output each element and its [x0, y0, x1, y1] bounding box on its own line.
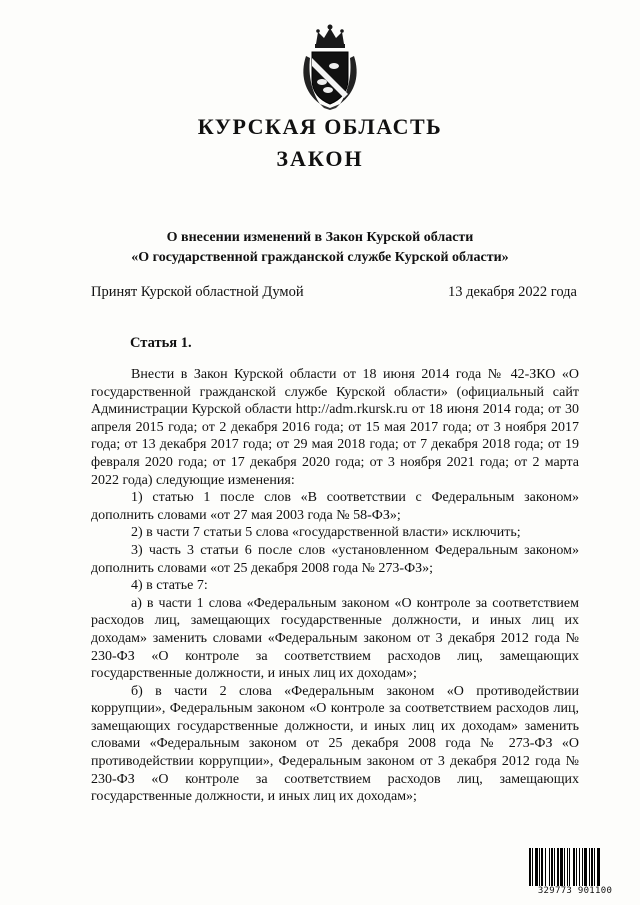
- barcode-bar: [567, 848, 568, 886]
- adoption-line: [91, 284, 577, 301]
- paragraph-intro: Внести в Закон Курской области от 18 июня 2014 года № 42-ЗКО «О государственной гражданской службе Курской области» (официальный сайт Администрации Курской области http://adm.rkursk.ru от 18 июня 2014 года; от 30 апреля 2015 года; от 2 декабря 2016 года; от 15 мая 2017 года; от 3 ноября 2017 года; от 13 декабря 2017 года; от 29 мая 2018 года; от 7 декабря 2018 года; от 19 февраля 2020 года; от 17 декабря 2020 года; от 3 ноября 2021 года; от 2 марта 2022 года) следующие изменения:: [91, 367, 579, 488]
- barcode-bar: [557, 848, 559, 886]
- article-title: Статья 1.: [130, 335, 192, 351]
- barcode-bar: [573, 848, 575, 886]
- paragraph-item-4b: б) в части 2 слова «Федеральным законом «О противодействии коррупции», Федеральным законом «О контроле за соответствием расходов лиц, замещающих государственные должности, и иных лиц их доходам» заменить словами «Федеральным законом от 25 декабря 2008 года № 273-ФЗ «О противодействии коррупции», Федеральным законом от 3 декабря 2012 года № 230-ФЗ «О контроле за соответствием расходов лиц, замещающих государственные должности, и иных лиц их доходам»;: [91, 683, 579, 805]
- document-barcode: [529, 848, 621, 900]
- paragraph-item-1: 1) статью 1 после слов «В соответствии с Федеральным законом» дополнить словами «от 27 мая 2003 года № 58-ФЗ»;: [91, 490, 579, 523]
- barcode-bar: [539, 848, 540, 886]
- adopted-by: Принят Курской областной Думой: [91, 284, 304, 300]
- barcode-bar: [541, 848, 543, 886]
- barcode-bar: [591, 848, 593, 886]
- coat-of-arms-icon: [298, 22, 362, 110]
- paragraph-item-3: 3) часть 3 статьи 6 после слов «установленном Федеральным законом» дополнить словами «от 25 декабря 2008 года № 273-ФЗ»;: [91, 542, 579, 576]
- document-type-title: ЗАКОН: [276, 146, 364, 171]
- barcode-bar: [589, 848, 590, 886]
- barcode-bar: [529, 848, 531, 886]
- paragraph-item-2: 2) в части 7 статьи 5 слова «государственной власти» исключить;: [131, 525, 521, 541]
- region-title: КУРСКАЯ ОБЛАСТЬ: [197, 114, 443, 139]
- paragraph-item-4: 4) в статье 7:: [131, 578, 208, 594]
- law-subject-line-1: О внесении изменений в Закон Курской области: [166, 230, 474, 245]
- barcode-bar: [569, 848, 570, 886]
- barcode-bar: [535, 848, 538, 886]
- barcode-bar: [549, 848, 550, 886]
- barcode-bar: [597, 848, 600, 886]
- barcode-bar: [584, 848, 587, 886]
- adoption-date: 13 декабря 2022 года: [448, 284, 577, 300]
- barcode-bar: [579, 848, 580, 886]
- article-body: [91, 366, 579, 806]
- law-subject: [0, 228, 640, 268]
- barcode-bar: [545, 848, 546, 886]
- law-subject-line-2: «О государственной гражданской службе Курской области»: [131, 250, 509, 265]
- barcode-bar: [594, 848, 595, 886]
- barcode-bar: [551, 848, 553, 886]
- barcode-bar: [564, 848, 565, 886]
- barcode-bar: [532, 848, 533, 886]
- barcode-bar: [554, 848, 555, 886]
- barcode-bar: [576, 848, 577, 886]
- barcode-number: 329773 901100: [537, 886, 613, 896]
- paragraph-item-4a: а) в части 1 слова «Федеральным законом «О контроле за соответствием расходов лиц, замещающих государственные должности, и иных лиц их доходам» заменить словами «Федеральным законом от 3 декабря 2012 года № 230-ФЗ «О контроле за соответствием расходов лиц, замещающих государственные должности, и иных лиц их доходам»;: [91, 595, 579, 682]
- barcode-bars: [529, 848, 621, 886]
- barcode-bar: [560, 848, 563, 886]
- barcode-bar: [582, 848, 583, 886]
